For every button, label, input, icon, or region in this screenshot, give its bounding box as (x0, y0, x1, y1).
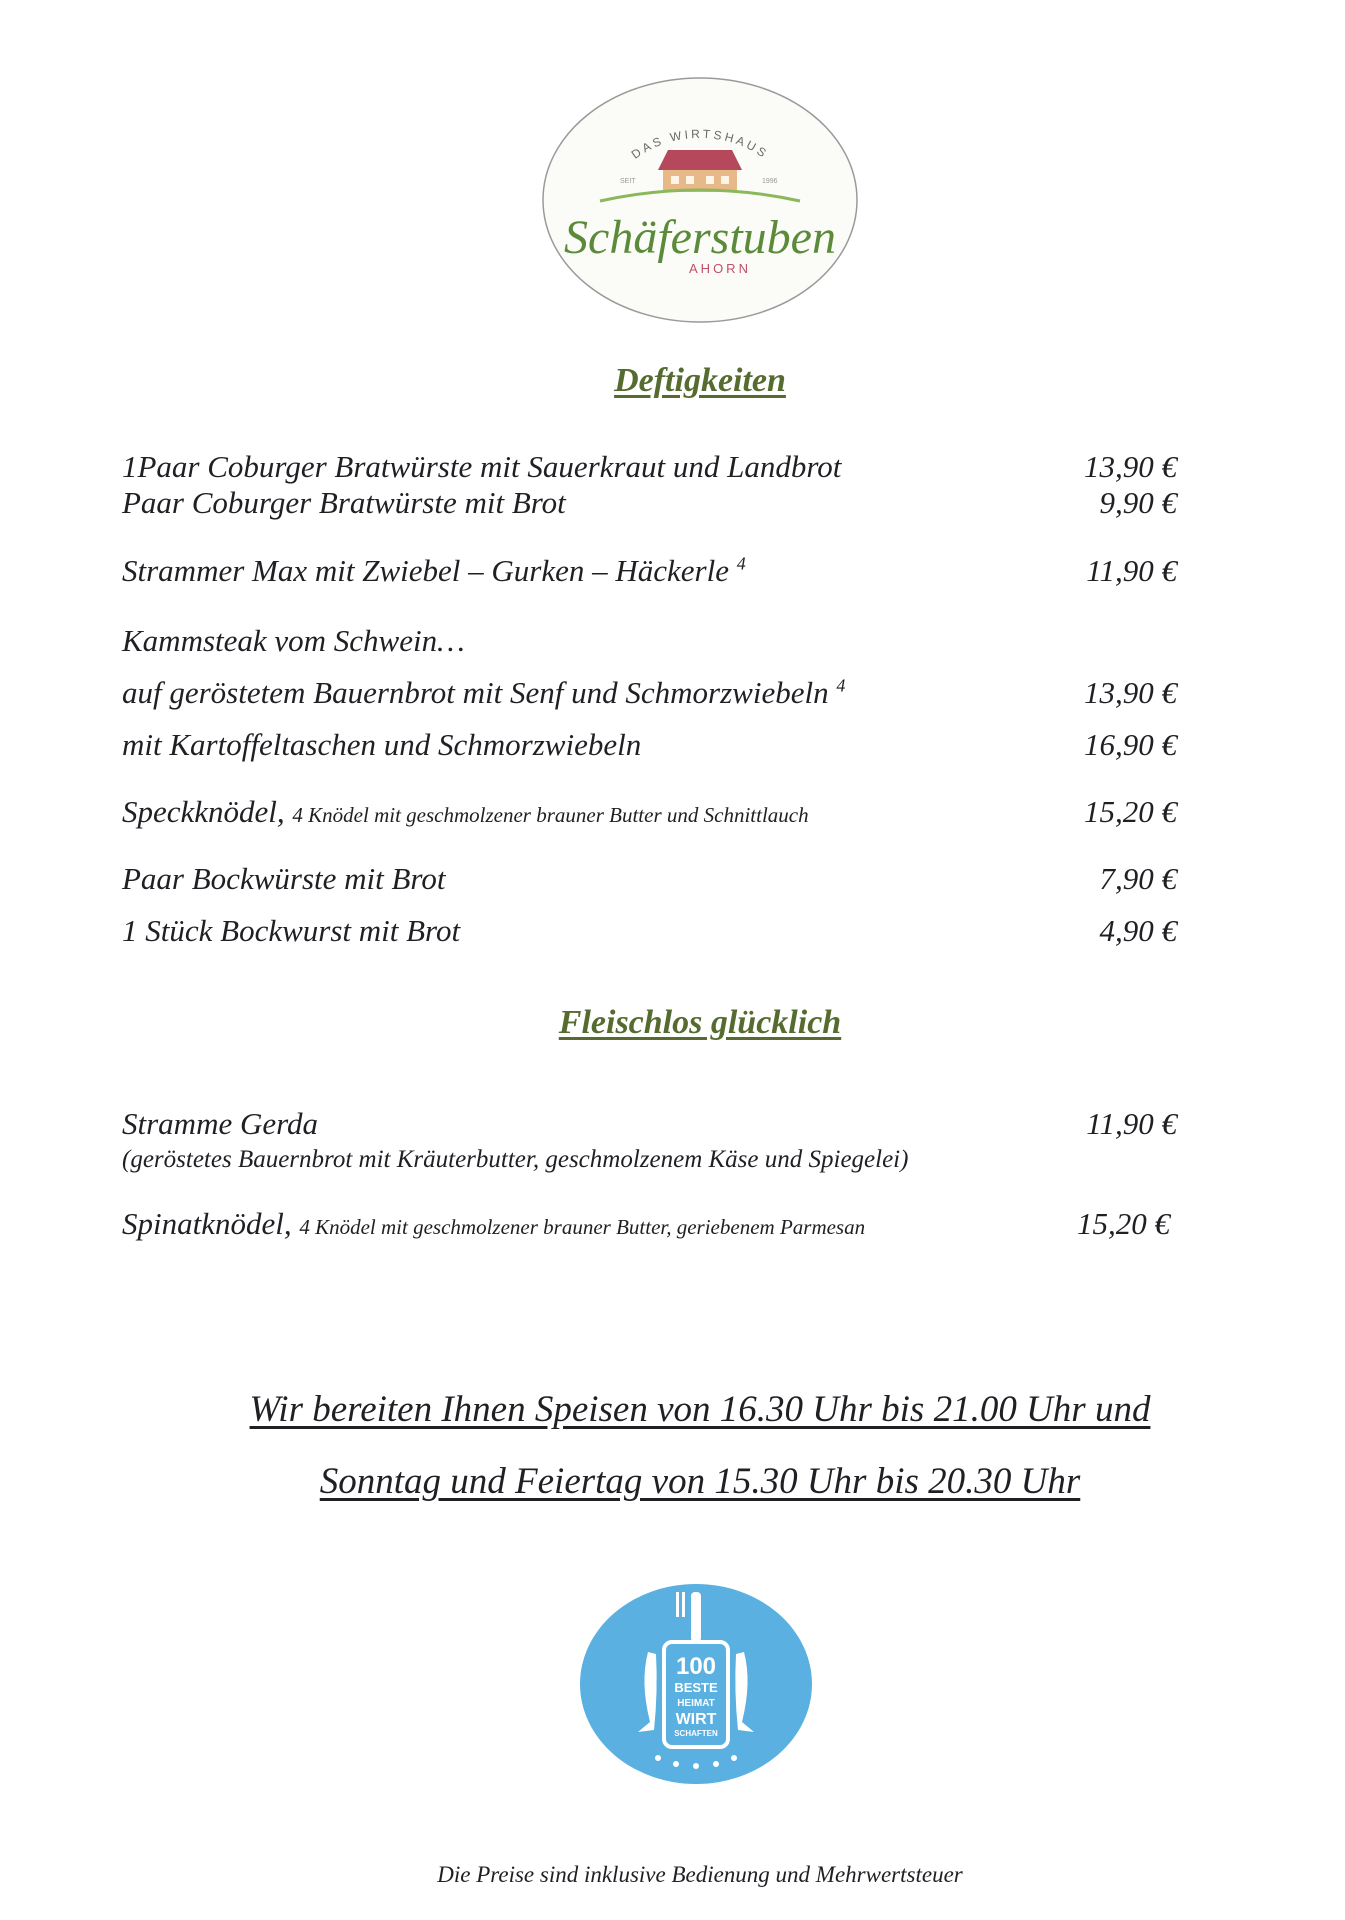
menu-item: Kammsteak vom Schwein… (122, 623, 465, 658)
menu-item-price: 11,90 € (1086, 1106, 1177, 1141)
svg-text:BESTE: BESTE (674, 1680, 718, 1695)
logo-arc-text: DAS WIRTSHAUS (628, 126, 772, 162)
menu-item-description: (geröstetes Bauernbrot mit Kräuterbutter, geschmolzenem Käse und Spiegelei) (122, 1146, 909, 1173)
section-heading-deftigkeiten: Deftigkeiten (614, 362, 786, 399)
menu-item: 1Paar Coburger Bratwürste mit Sauerkraut und Landbrot (122, 449, 842, 484)
menu-item-detail: 4 Knödel mit geschmolzener brauner Butter, geriebenem Parmesan (299, 1215, 866, 1239)
price-footnote: Die Preise sind inklusive Bedienung und Mehrwertsteuer (437, 1862, 963, 1887)
menu-item-price: 9,90 € (1099, 485, 1177, 520)
menu-item: Speckknödel, 4 Knödel mit geschmolzener brauner Butter und Schnittlauch (122, 794, 809, 829)
svg-text:100: 100 (675, 1653, 717, 1680)
section-heading-fleischlos: Fleischlos glücklich (558, 1004, 842, 1041)
menu-item: Paar Bockwürste mit Brot (122, 861, 446, 896)
menu-item-price: 15,20 € (1084, 794, 1177, 829)
logo-name: Schäferstuben (564, 211, 836, 264)
menu-item-price: 7,90 € (1099, 861, 1177, 896)
menu-item-price: 13,90 € (1084, 449, 1177, 484)
menu-item: 1 Stück Bockwurst mit Brot (122, 913, 461, 948)
svg-text:SEIT: SEIT (620, 178, 636, 185)
menu-item: Paar Coburger Bratwürste mit Brot (122, 485, 566, 520)
svg-text:SCHAFTEN: SCHAFTEN (674, 1729, 718, 1738)
logo-place: AHORN (689, 261, 751, 276)
restaurant-logo (540, 75, 860, 325)
opening-hours-line-2: Sonntag und Feiertag von 15.30 Uhr bis 20.30 Uhr (319, 1461, 1081, 1502)
menu-item: mit Kartoffeltaschen und Schmorzwiebeln (122, 727, 642, 762)
menu-item-price: 15,20 € (1077, 1206, 1170, 1241)
menu-item-detail: 4 Knödel mit geschmolzener brauner Butter und Schnittlauch (292, 803, 809, 827)
award-badge-icon (578, 1582, 814, 1786)
menu-item: Strammer Max mit Zwiebel – Gurken – Häckerle $^4$ (122, 553, 746, 588)
footnote-marker: 4 (836, 675, 846, 696)
footnote-marker: 4 (736, 553, 746, 574)
menu-item-price: 4,90 € (1099, 913, 1177, 948)
svg-text:HEIMAT: HEIMAT (677, 1698, 715, 1709)
menu-item: auf geröstetem Bauernbrot mit Senf und Schmorzwiebeln $^4$ (122, 675, 846, 710)
menu-item-price: 11,90 € (1086, 553, 1177, 588)
opening-hours-line-1: Wir bereiten Ihnen Speisen von 16.30 Uhr bis 21.00 Uhr und (249, 1389, 1151, 1430)
menu-item-price: 13,90 € (1084, 675, 1177, 710)
menu-item: Spinatknödel, 4 Knödel mit geschmolzener brauner Butter, geriebenem Parmesan (122, 1206, 866, 1241)
svg-text:WIRT: WIRT (675, 1711, 717, 1728)
svg-text:1996: 1996 (762, 178, 778, 185)
menu-item: Stramme Gerda (122, 1106, 319, 1141)
menu-item-price: 16,90 € (1084, 727, 1177, 762)
